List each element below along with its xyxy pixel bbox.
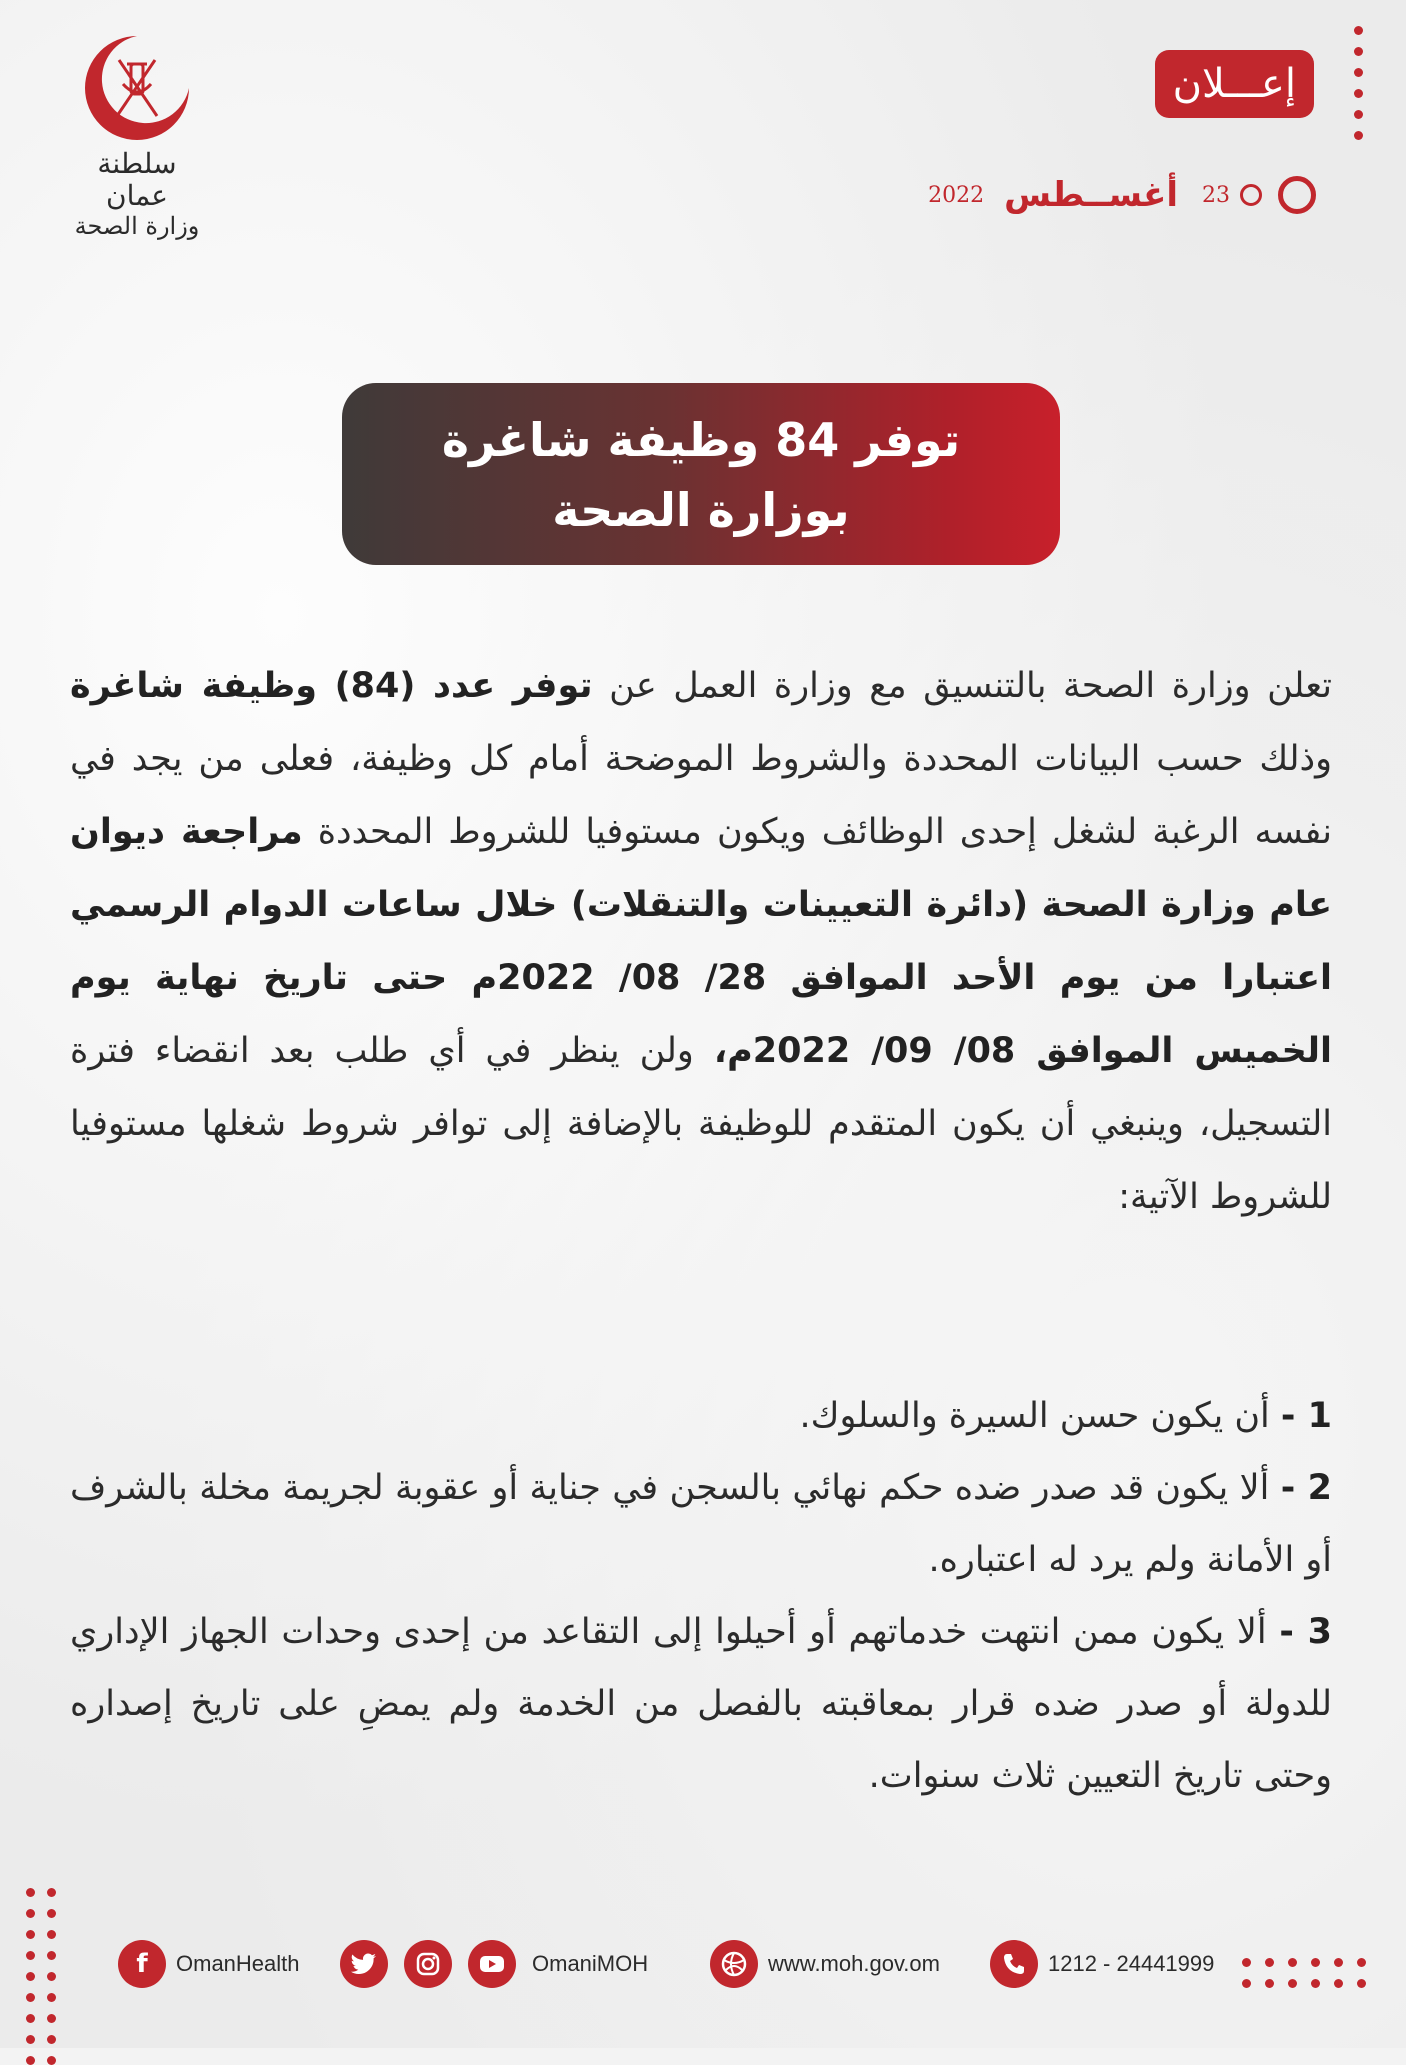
logo-line-2: وزارة الصحة	[74, 212, 200, 240]
ministry-logo	[62, 30, 212, 240]
date-month: أغســطس	[1004, 175, 1178, 215]
footer-contacts	[0, 1930, 1406, 2010]
list-item-text: ألا يكون ممن انتهت خدماتهم أو أحيلوا إلى التقاعد من إحدى وحدات الجهاز الإداري للدولة أو صدر ضده قرار بمعاقبته بالفصل من الخدمة ولم يمضِ على تاريخ إصداره وحتى تاريخ التعيين ثلاث سنوات.	[70, 1612, 1332, 1796]
instagram-icon[interactable]	[404, 1940, 452, 1988]
website-label[interactable]: www.moh.gov.om	[768, 1951, 940, 1976]
list-item-number: 2 -	[1280, 1468, 1332, 1508]
phone-icon[interactable]	[990, 1940, 1038, 1988]
date-row	[928, 168, 1316, 222]
youtube-icon[interactable]	[468, 1940, 516, 1988]
decorative-dots-top-right	[1348, 26, 1370, 152]
list-item	[70, 1380, 1332, 1452]
crescent-emblem-icon	[77, 30, 197, 148]
title-line-1: توفر 84 وظيفة شاغرة	[441, 413, 961, 467]
ring-large-icon	[1278, 176, 1316, 214]
phone-label[interactable]: 1212 - 24441999	[1048, 1951, 1215, 1976]
list-item	[70, 1596, 1332, 1812]
announcement-badge: إعـــلان	[1155, 50, 1314, 118]
website-contact[interactable]	[710, 1940, 940, 1988]
twitter-icon[interactable]	[340, 1940, 388, 1988]
globe-icon[interactable]	[710, 1940, 758, 1988]
social-label[interactable]: OmaniMOH	[532, 1951, 649, 1976]
body-closing: ولن ينظر في أي طلب بعد انقضاء فترة التسجيل، وينبغي أن يكون المتقدم للوظيفة بالإضافة إلى توافر شروط شغلها مستوفيا للشروط الآتية:	[70, 1031, 1332, 1217]
date-year: 2022	[928, 182, 985, 208]
list-item-text: ألا يكون قد صدر ضده حكم نهائي بالسجن في جناية أو عقوبة لجريمة مخلة بالشرف أو الأمانة ولم يرد له اعتباره.	[70, 1468, 1332, 1580]
date-day: 23	[1202, 182, 1230, 208]
list-item-text: أن يكون حسن السيرة والسلوك.	[799, 1396, 1270, 1436]
list-item	[70, 1452, 1332, 1596]
announcement-body	[70, 650, 1332, 1234]
body-intro-bold: توفر عدد (84) وظيفة شاغرة	[70, 666, 593, 706]
phone-contact[interactable]	[990, 1940, 1214, 1988]
logo-line-1: سلطنة عمان	[97, 147, 177, 212]
decorative-dots-bottom-right	[1242, 1958, 1366, 1988]
conditions-list	[70, 1380, 1332, 1812]
title-box	[342, 383, 1060, 565]
ring-small-icon	[1240, 184, 1262, 206]
list-item-number: 3 -	[1279, 1612, 1332, 1652]
facebook-label[interactable]: OmanHealth	[176, 1951, 300, 1976]
list-item-number: 1 -	[1280, 1396, 1332, 1436]
title-line-2: بوزارة الصحة	[552, 483, 850, 537]
social-contacts	[340, 1940, 648, 1988]
facebook-contact[interactable]	[118, 1940, 300, 1988]
body-details-bold: مراجعة ديوان عام وزارة الصحة (دائرة التعيينات والتنقلات) خلال ساعات الدوام الرسمي اعتبارا من يوم الأحد الموافق 28/ 08/ 2022م حتى تاريخ نهاية يوم الخميس الموافق 08/ 09/ 2022م،	[70, 812, 1333, 1071]
facebook-icon[interactable]: f	[118, 1940, 166, 1988]
body-intro: تعلن وزارة الصحة بالتنسيق مع وزارة العمل عن	[609, 666, 1332, 706]
body-details: وذلك حسب البيانات المحددة والشروط الموضحة أمام كل وظيفة، فعلى من يجد في نفسه الرغبة لشغل إحدى الوظائف ويكون مستوفيا للشروط المحددة	[70, 739, 1332, 852]
